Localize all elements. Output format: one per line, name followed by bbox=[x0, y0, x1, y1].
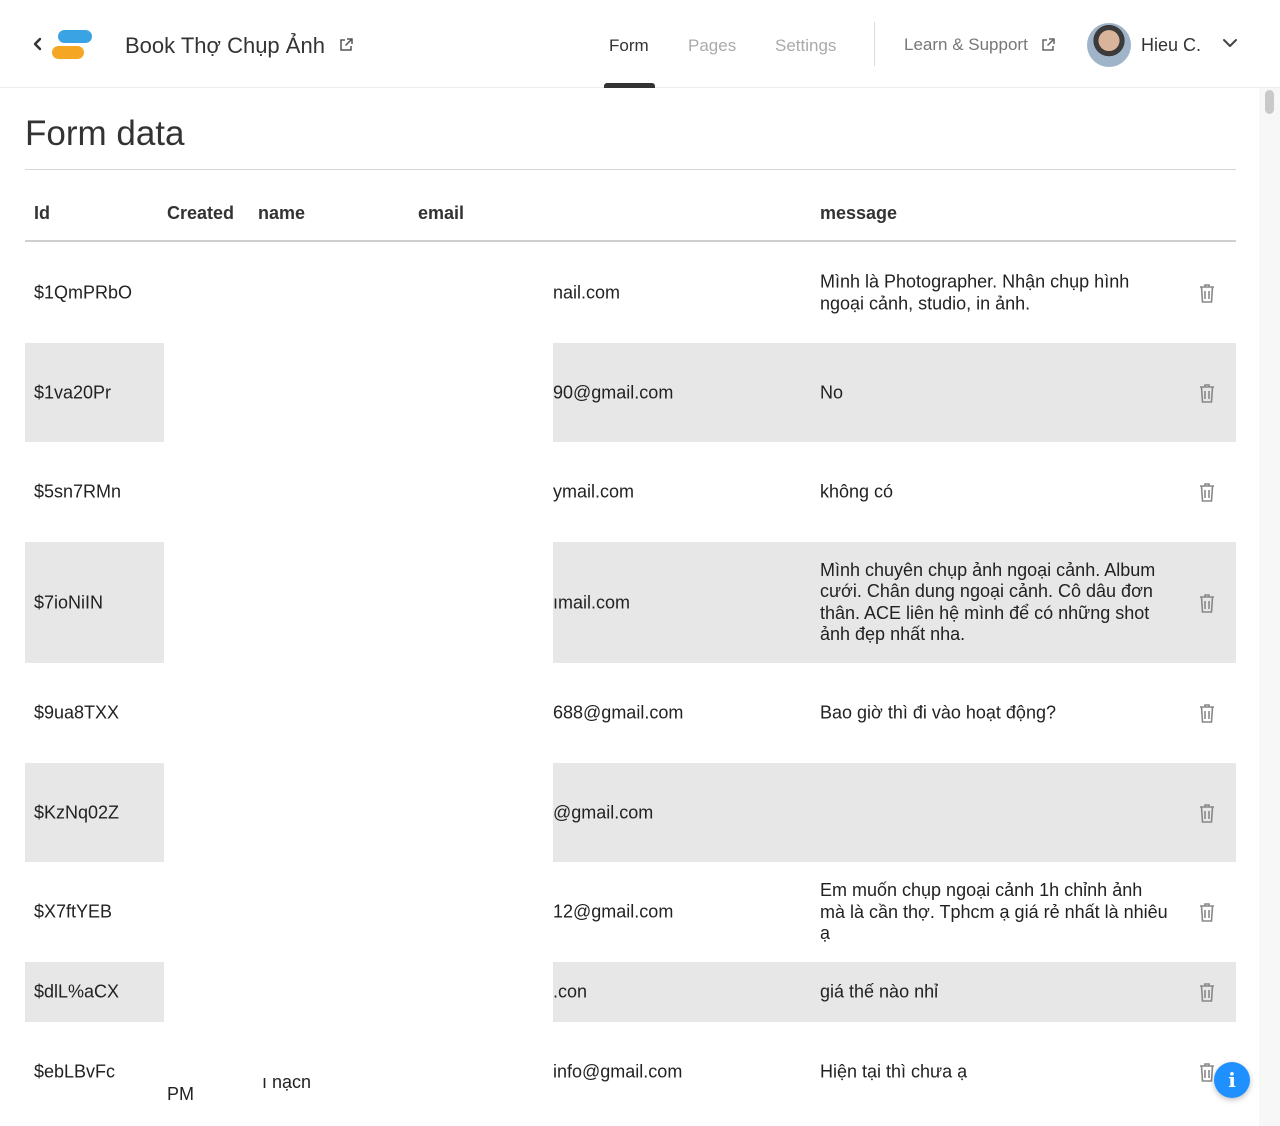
row-created-fragment: PM bbox=[167, 1084, 194, 1104]
page-title: Form data bbox=[25, 114, 185, 153]
tab-settings[interactable]: Settings bbox=[775, 36, 837, 55]
row-email: @gmail.com bbox=[553, 802, 654, 822]
row-message: Em muốn chụp ngoại cảnh 1h chỉnh ảnh mà là cần thợ. Tphcm ạ giá rẻ nhất là nhiêu ạ bbox=[820, 879, 1168, 943]
row-email: 90@gmail.com bbox=[553, 382, 674, 402]
row-message: giá thế nào nhỉ bbox=[820, 981, 939, 1002]
row-email: 688@gmail.com bbox=[553, 702, 684, 723]
app-logo bbox=[52, 28, 94, 62]
row-message: Bao giờ thì đi vào hoạt động? bbox=[820, 702, 1056, 723]
table-row bbox=[25, 763, 1236, 862]
row-id: $dlL%aCX bbox=[34, 981, 120, 1002]
scrollbar-track[interactable] bbox=[1259, 88, 1280, 1126]
row-message: Mình chuyên chụp ảnh ngoại cảnh. Album cưới. Chân dung ngoại cảnh. Cô dâu đơn thân. ACE liên hệ mình để có những shot ảnh đẹp nhất nha. bbox=[820, 559, 1156, 644]
table-row bbox=[25, 1022, 1236, 1122]
trash-icon[interactable] bbox=[1198, 481, 1216, 503]
header-divider bbox=[25, 240, 1236, 242]
table-row bbox=[25, 442, 1236, 542]
top-bar bbox=[0, 0, 1280, 88]
trash-icon[interactable] bbox=[1198, 282, 1216, 304]
info-icon: i bbox=[1228, 1068, 1236, 1092]
chevron-down-icon[interactable] bbox=[1221, 36, 1239, 50]
trash-icon[interactable] bbox=[1198, 981, 1216, 1003]
learn-support-link[interactable]: Learn & Support bbox=[904, 35, 1028, 54]
trash-icon[interactable] bbox=[1198, 702, 1216, 724]
row-message: No bbox=[820, 381, 844, 402]
row-id: $5sn7RMn bbox=[34, 481, 122, 502]
external-link-icon bbox=[1041, 38, 1055, 52]
table-row bbox=[25, 343, 1236, 442]
external-link-icon[interactable] bbox=[339, 38, 353, 52]
row-email: .con bbox=[553, 981, 588, 1002]
nav-divider bbox=[874, 22, 875, 66]
trash-icon[interactable] bbox=[1198, 592, 1216, 614]
table-row bbox=[25, 962, 1236, 1022]
chevron-left-icon[interactable] bbox=[26, 32, 48, 56]
app-title: Book Thợ Chụp Ảnh bbox=[125, 33, 325, 58]
trash-icon[interactable] bbox=[1198, 382, 1216, 404]
column-header-email[interactable]: email bbox=[418, 203, 465, 223]
row-email: ymail.com bbox=[553, 481, 635, 502]
row-id: $9ua8TXX bbox=[34, 702, 120, 723]
tab-pages[interactable]: Pages bbox=[688, 36, 737, 55]
scrollbar-thumb[interactable] bbox=[1265, 90, 1274, 114]
row-id: $KzNq02Z bbox=[34, 802, 120, 822]
table-row bbox=[25, 243, 1236, 343]
column-header-id[interactable]: Id bbox=[34, 203, 50, 223]
row-id: $1va20Pr bbox=[34, 382, 112, 402]
row-message: Mình là Photographer. Nhận chụp hình ngoại cảnh, studio, in ảnh. bbox=[820, 271, 1130, 313]
info-button[interactable] bbox=[1214, 1062, 1250, 1098]
column-header-name[interactable]: name bbox=[258, 203, 306, 223]
row-email: ımail.com bbox=[553, 592, 631, 612]
table-row bbox=[25, 663, 1236, 763]
row-id: $ebLBvFc bbox=[34, 1061, 116, 1082]
title-divider bbox=[25, 169, 1236, 170]
row-id: $7ioNiIN bbox=[34, 592, 104, 612]
tab-form[interactable]: Form bbox=[609, 36, 649, 55]
user-name[interactable]: Hieu C. bbox=[1141, 35, 1202, 55]
table-row bbox=[25, 542, 1236, 663]
avatar[interactable] bbox=[1087, 23, 1131, 67]
trash-icon[interactable] bbox=[1198, 802, 1216, 824]
column-header-created[interactable]: Created bbox=[167, 203, 235, 223]
row-message: Hiện tại thì chưa ạ bbox=[820, 1061, 968, 1082]
row-email: info@gmail.com bbox=[553, 1061, 683, 1082]
active-tab-indicator bbox=[604, 83, 655, 88]
column-header-message[interactable]: message bbox=[820, 203, 898, 223]
trash-icon[interactable] bbox=[1198, 901, 1216, 923]
row-email: 12@gmail.com bbox=[553, 901, 674, 922]
row-name-fragment: ı nạcn bbox=[262, 1072, 312, 1092]
row-stripe bbox=[553, 763, 1236, 862]
row-email: nail.com bbox=[553, 282, 621, 303]
row-id: $1QmPRbO bbox=[34, 282, 133, 303]
row-id: $X7ftYEB bbox=[34, 901, 113, 922]
table-row bbox=[25, 862, 1236, 962]
row-message: không có bbox=[820, 481, 894, 502]
